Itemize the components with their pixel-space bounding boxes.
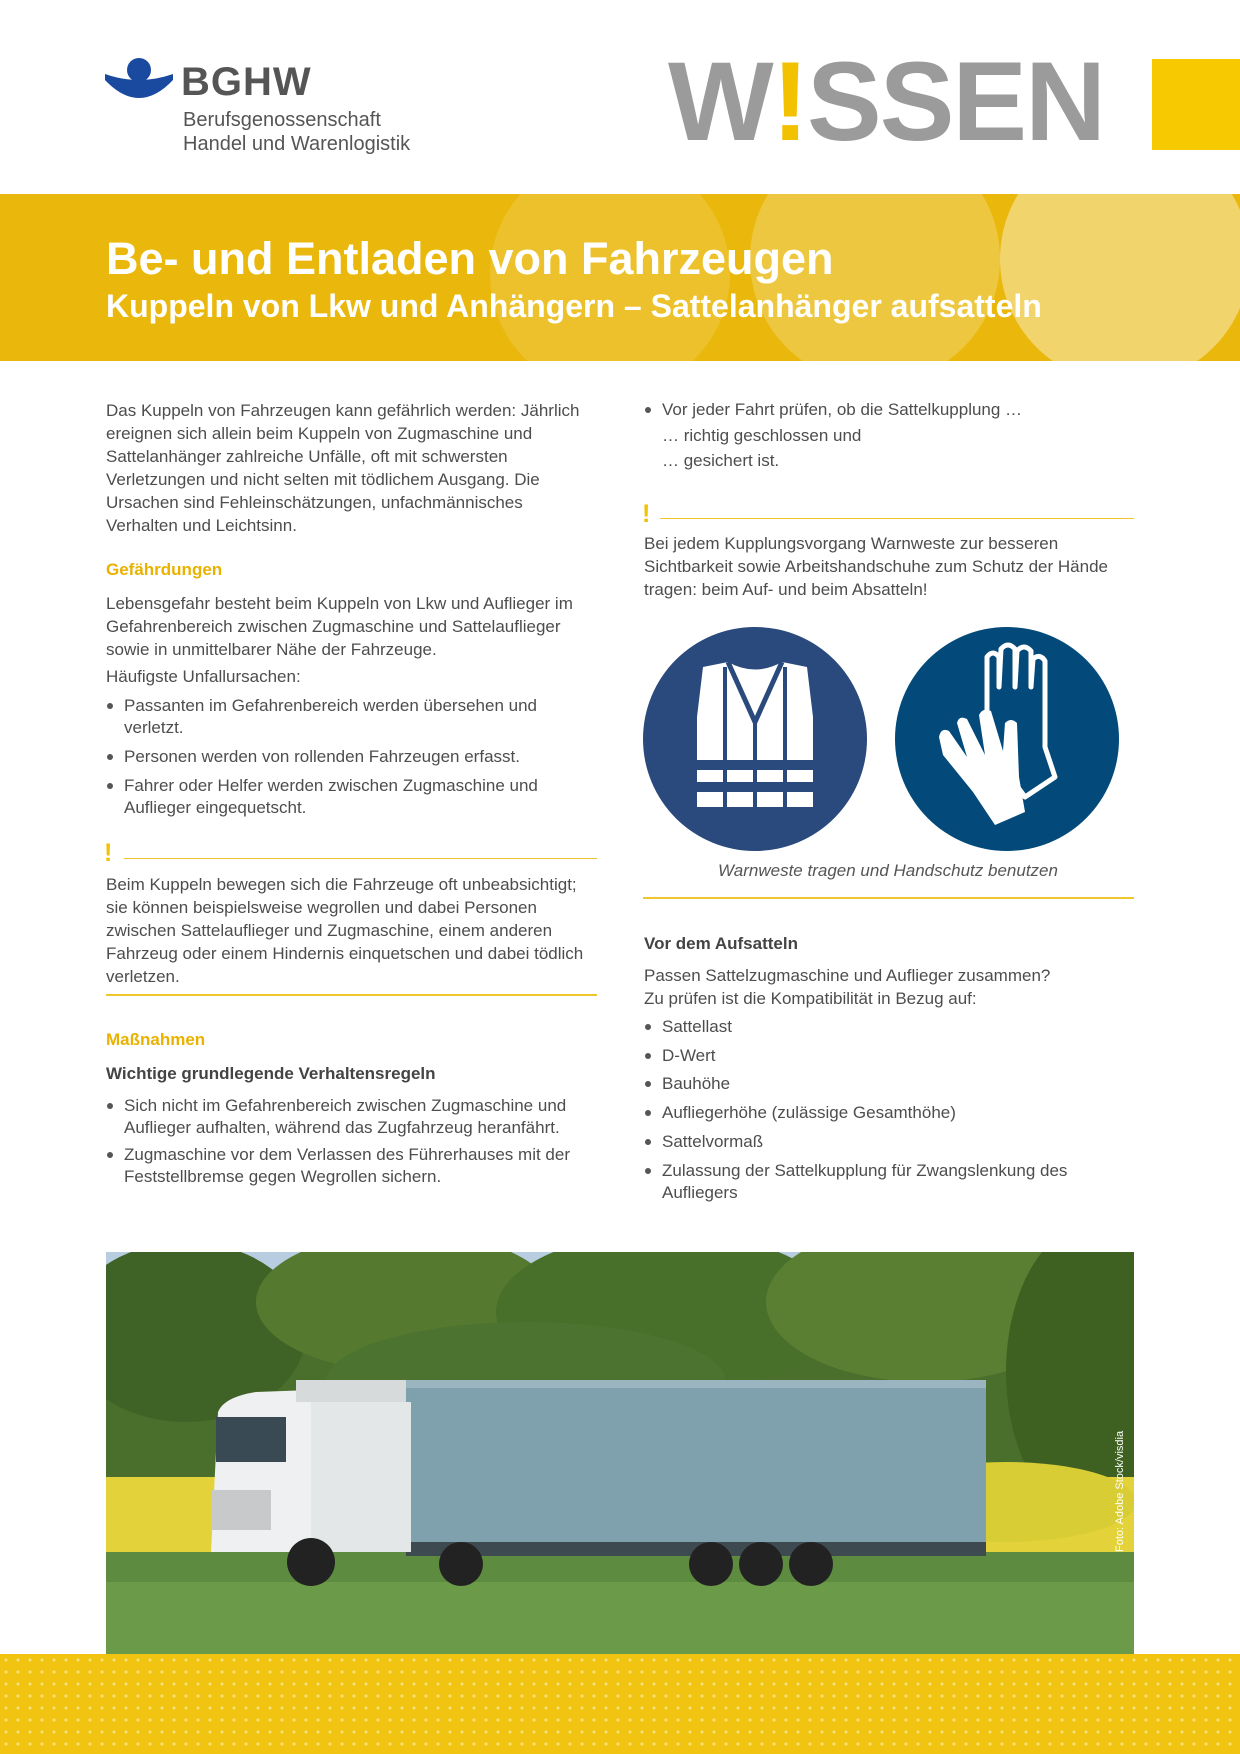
bghw-logo-icon: [105, 58, 173, 110]
divider: [660, 518, 1134, 519]
causes-label: Häufigste Unfallursachen:: [106, 667, 301, 686]
truck-illustration: [106, 1252, 1134, 1654]
wissen-yellow-square: [1152, 59, 1240, 150]
list-item: Personen werden von rollenden Fahrzeugen erfasst.: [106, 746, 594, 768]
measures-heading: Maßnahmen: [106, 1030, 206, 1049]
divider: [124, 858, 597, 859]
photo-credit: Foto: Adobe Stock/visdia: [1114, 1430, 1126, 1552]
logo-name-line-1: Berufsgenossenschaft: [183, 109, 381, 131]
check-line-3: … gesichert ist.: [662, 451, 780, 470]
page-subtitle: Kuppeln von Lkw und Anhängern – Sattelanhänger aufsatteln: [106, 288, 1042, 324]
list-item: Fahrer oder Helfer werden zwischen Zugmaschine und Auflieger eingequetscht.: [106, 775, 594, 819]
warning-paragraph: Beim Kuppeln bewegen sich die Fahrzeuge oft unbeabsichtigt; sie können beispielsweise wegrollen und dabei Personen zwischen Sattelauflieger und Zugmaschine, einem anderen Fahrzeug oder einem Hindernis einquetschen und dabei tödlich verletzen.: [106, 875, 584, 986]
wissen-rest: SSEN: [807, 39, 1105, 164]
list-item: Sattellast: [644, 1016, 1102, 1038]
hazards-paragraph: Lebensgefahr besteht beim Kuppeln von Lkw und Auflieger im Gefahrenbereich zwischen Zugmaschine und Sattelauflieger sowie in unmittelbarer Nähe der Fahrzeuge.: [106, 594, 573, 659]
footer-dot-pattern: [0, 1654, 1240, 1754]
ppe-warning-paragraph: Bei jedem Kupplungsvorgang Warnweste zur besseren Sichtbarkeit sowie Arbeitshandschuhe zum Schutz der Hände tragen: beim Auf- und beim Absatteln!: [644, 534, 1108, 599]
rules-heading: Wichtige grundlegende Verhaltensregeln: [106, 1064, 436, 1083]
before-heading: Vor dem Aufsatteln: [644, 934, 798, 953]
wissen-wordmark: [668, 39, 1105, 164]
divider: [643, 897, 1134, 899]
before-paragraph: Passen Sattelzugmaschine und Auflieger zusammen? Zu prüfen ist die Kompatibilität in Bezug auf:: [644, 966, 1051, 1008]
gloves-icon: [895, 627, 1119, 851]
hazards-heading: Gefährdungen: [106, 560, 223, 579]
list-item: Bauhöhe: [644, 1073, 1102, 1095]
intro-paragraph: Das Kuppeln von Fahrzeugen kann gefährlich werden: Jährlich ereignen sich allein beim Kuppeln von Zugmaschine und Sattelanhänger zahlreiche Unfälle, oft mit schwersten Verletzungen und nicht selten mit tödlichem Ausgang. Die Ursachen sind Fehleinschätzungen, unfachmännisches Verhalten und Leichtsinn.: [106, 401, 580, 535]
warning-exclamation-icon: !: [642, 500, 651, 528]
bghw-logo: [105, 58, 425, 158]
list-item: Vor jeder Fahrt prüfen, ob die Sattelkupplung …: [644, 399, 1082, 421]
list-item: Passanten im Gefahrenbereich werden übersehen und verletzt.: [106, 695, 544, 739]
logo-abbreviation: BGHW: [181, 60, 312, 104]
wissen-w: W: [668, 39, 772, 164]
check-line-2: … richtig geschlossen und: [662, 426, 862, 445]
warning-exclamation-icon: !: [104, 839, 113, 867]
page-title: Be- und Entladen von Fahrzeugen: [106, 233, 834, 284]
logo-name-line-2: Handel und Warenlogistik: [183, 133, 411, 155]
list-item: Sich nicht im Gefahrenbereich zwischen Zugmaschine und Auflieger aufhalten, während das Zugfahrzeug heranfährt.: [106, 1095, 604, 1139]
wissen-exclamation: !: [771, 39, 808, 164]
decor-circle: [1000, 194, 1240, 361]
ppe-caption: Warnweste tragen und Handschutz benutzen: [718, 861, 1058, 880]
list-item: Zugmaschine vor dem Verlassen des Führerhauses mit der Feststellbremse gegen Wegrollen sichern.: [106, 1144, 604, 1188]
divider: [106, 994, 597, 996]
truck-photo: [106, 1252, 1134, 1654]
list-item: Aufliegerhöhe (zulässige Gesamthöhe): [644, 1102, 1102, 1124]
list-item: D-Wert: [644, 1045, 1102, 1067]
list-item: Sattelvormaß: [644, 1131, 1102, 1153]
safety-vest-sign-icon: [643, 627, 867, 851]
list-item: Zulassung der Sattelkupplung für Zwangslenkung des Aufliegers: [644, 1160, 1082, 1204]
vest-icon: [643, 627, 867, 851]
protective-gloves-sign-icon: [895, 627, 1119, 851]
